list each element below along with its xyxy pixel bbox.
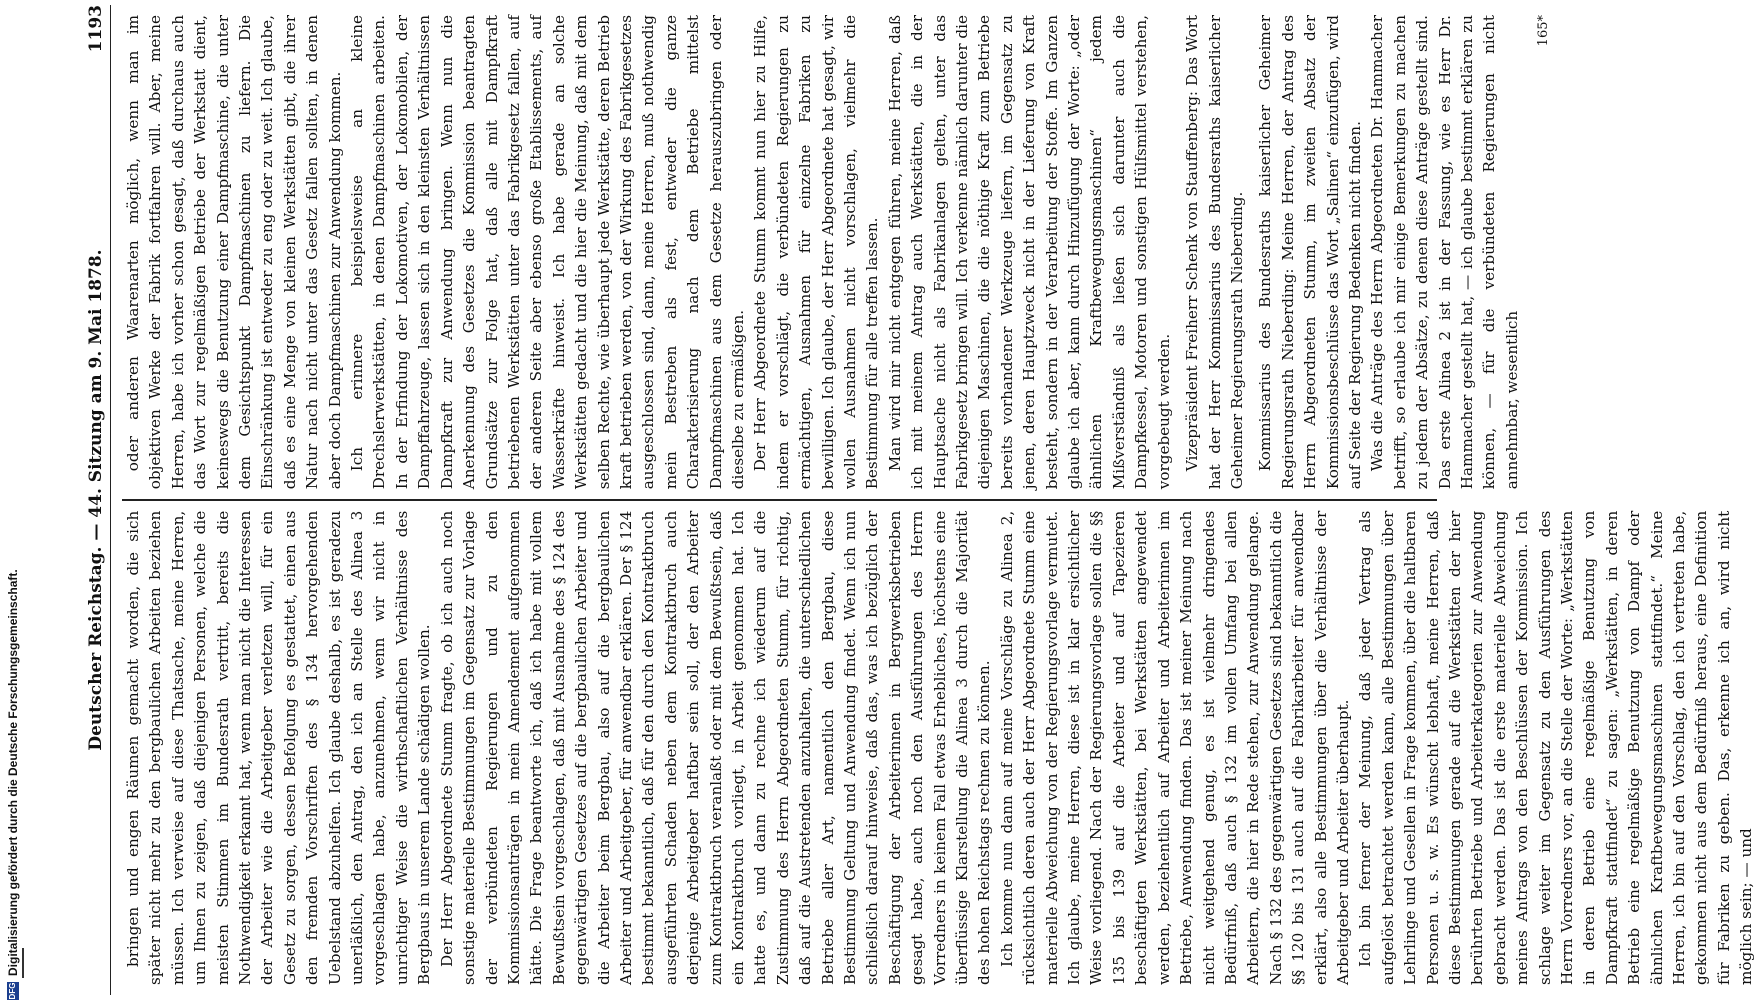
paragraph: Der Herr Abgeordnete Stumm kommt nun hier zu Hilfe, indem er vorschlägt, die verbündeten Regierungen zu ermächtigen, Ausnahmen für einzelne Fabriken zu bewilligen. Ich glaube, der Herr Abgeordnete hat gesagt, wir wollen Ausnahmen nicht vorschlagen, vielmehr die Bestimmung für alle treffen lassen. bbox=[751, 15, 882, 490]
column-divider bbox=[122, 499, 1437, 501]
paragraph: Ich erinnere beispielsweise an kleine Drechslerwerkstätten, in denen Dampfmaschinen arbeiten. In der Erfindung der Lokomotiven, der Lokomobilen, der Dampffahrzeuge, lassen sich in den kleinsten Verhältnissen Dampfkraft zur Anwendung bringen. Wenn nun die Anerkennung des Gesetzes die Kommission beantragten Grundsätze zur Folge hat, daß alle mit Dampfkraft betriebenen Werkstätten unter das Fabrikgesetz fallen, auf der anderen Seite aber ebenso große Etablissements, auf Wasserkräfte hinweist. Ich habe gerade an solche Werkstätten gedacht und die hier die Meinung, daß mit dem selben Rechte, wie überhaupt jede Werkstätte, deren Betrieb kraft betrieben werden, von der Wirkung des Fabrikgesetzes ausgeschlossen sind, dann, meine Herren, muß nothwendig mein Bestreben als fest, entweder die ganze Charakterisierung nach dem Betriebe mittelst Dampfmaschinen aus dem Gesetze herauszubringen oder dieselbe zu ermäßigen. bbox=[348, 15, 747, 490]
page-header bbox=[82, 5, 111, 995]
speaker-paragraph: Kommissarius des Bundesraths kaiserlicher Geheimer Regierungsrath Nieberding: Meine Herren, der Antrag des Herrn Abgeordneten Stumm, im zweiten Absatz der Kommissionsbeschlüsse das Wort „Salinen“ einzufügen, wird auf Seite der Regierung Bedenken nicht finden. bbox=[1256, 15, 1364, 490]
paragraph: bringen und engen Räumen gemacht worden, die sich später nicht mehr zu den bergbaulichen Arbeiten beziehen müssen. Ich verweise auf diese Thatsache, meine Herren, um Ihnen zu zeigen, daß diejenigen Personen, welche die meisten Stimmen im Bundesrath vertritt, bereits die Nothwendigkeit erkannt hat, wenn man nicht die Interessen der Arbeiter wie die Arbeitgeber verletzen will, für ein Gesetz zu sorgen, dessen Befolgung es gestattet, einen aus den fremden Vorschriften des § 134 hervorgehenden Uebelstand abzuhelfen. Ich glaube deshalb, es ist geradezu unerläßlich, den Antrag, den ich an Stelle des Alinea 3 vorgeschlagen habe, anzunehmen, wenn wir nicht in unrichtiger Weise die wirthschaftlichen Verhältnisse des Bergbaus in unserem Lande schädigen wollen. bbox=[124, 510, 434, 985]
paragraph: Ich komme nun dann auf meine Vorschläge zu Alinea 2, rücksichtlich deren auch der Herr Abgeordnete Stumm eine materielle Abweichung von der Regierungsvorlage vermutet. Ich glaube, meine Herren, diese ist in klar ersichtlicher Weise vorliegend. Nach der Regierungsvorlage sollen die §§ 135 bis 139 auf die Arbeiter und auf Tapezieren beschäftigten Werkstätten, bei Werkstätten angewendet werden, beziehentlich auf Arbeiter und Arbeiterinnen im Betriebe, Anwendung finden. Das ist meiner Meinung nach nicht weitgehend genug, es ist vielmehr dringendes Bedürfniß, daß auch § 132 im vollen Umfang bei allen Arbeitern, die hier in Rede stehen, zur Anwendung gelange. Nach § 132 des gegenwärtigen Gesetzes sind bekanntlich die §§ 120 bis 131 auch auf die Fabrikarbeiter für anwendbar erklärt, also alle Bestimmungen über die Verhältnisse der Arbeitgeber und Arbeiter überhaupt. bbox=[997, 510, 1352, 985]
rotated-page bbox=[82, 5, 1756, 995]
paragraph: Ich bin ferner der Meinung, daß jeder Vertrag als aufgelöst betrachtet werden kann, alle Bestimmungen über Lehrlinge und Gesellen in Frage kommen, über die haltbaren Personen u. s. w. Es wünscht lebhaft, meine Herren, daß diese Bestimmungen gerade auf die Werkstätten der hier berührten Betriebe und Arbeiterkategorien zur Anwendung gebracht werden. Das ist die erste materielle Abweichung meines Antrags von den Beschlüssen der Kommission. Ich schlage weiter im Gegensatz zu den Ausführungen des Herrn Vorredners vor, an die Stelle der Worte: „Werkstätten in deren Betrieb eine regelmäßige Benutzung von Dampfkraft stattfindet“ zu sagen: „Werkstätten, in deren Betrieb eine regelmäßige Benutzung von Dampf oder ähnlichen Kraftbewegungsmaschinen stattfindet.“ Meine Herren, ich bin auf den Vorschlag, den ich vertreten habe, gekommen nicht aus dem Bedürfniß heraus, eine Definition für Fabriken zu geben. Das, erkenne ich an, wird nicht möglich sein; — und bbox=[1356, 510, 1756, 985]
paragraph: Was die Anträge des Herrn Abgeordneten Dr. Hammacher betrifft, so erlaube ich mir einige Bemerkungen zu machen zu jedem der Absätze, zu denen diese Anträge gestellt sind. Das erste Alinea 2 ist in der Fassung, wie es Herr Dr. Hammacher gestellt hat, — ich glaube bestimmt erklären zu können, — für die verbündeten Regierungen nicht annehmbar, wesentlich bbox=[1368, 15, 1521, 490]
text-columns bbox=[122, 5, 1756, 995]
header-title: Deutscher Reichstag. — 44. Sitzung am 9. Mai 1878. bbox=[86, 249, 106, 751]
credit-text: Digitalisierung gefördert durch die Deutsche Forschungsgemeinschaft. bbox=[6, 569, 20, 976]
right-column bbox=[122, 5, 1552, 499]
left-column bbox=[122, 501, 1756, 995]
paragraph: Man wird mir nicht entgegen führen, meine Herren, daß ich mit meinem Antrag auch Werkstätten, die in der Hauptsache nicht als Fabrikanlagen gelten, unter das Fabrikgesetz bringen will. Ich verkenne nämlich darunter die diejenigen Maschinen, die die nöthige Kraft zum Betriebe bereits vorhandener Werkzeuge liefern, im Gegensatz zu jenen, deren Hauptzweck nicht in der Lieferung von Kraft besteht, sondern in der Verarbeitung der Stoffe. Im Ganzen glaube ich aber, kann durch Hinzufügung der Worte: „oder ähnlichen Kraftbewegungsmaschinen“ jedem Mißverständniß als ließen sich darunter auch die Dampfkessel, Motoren und sonstigen Hülfsmittel verstehen, vorgebeugt werden. bbox=[885, 15, 1173, 490]
margin-tick bbox=[22, 948, 24, 978]
speaker-paragraph: Vizepräsident Freiherr Schenk von Stauffenberg: Das Wort hat der Herr Kommissarius des Bundesraths kaiserlicher Geheimer Regierungsrath Nieberding. bbox=[1183, 15, 1246, 490]
page-number: 1193 bbox=[86, 5, 106, 53]
dfg-logo-icon: DFG bbox=[8, 982, 17, 1000]
paragraph: oder anderen Waarenarten möglich, wenn man im objektiven Werke der Fabrik fortfahren will. Aber, meine Herren, habe ich vorher schon gesagt, daß durchaus auch das Wort zur regelmäßigen Betriebe der Werkstatt dient, keineswegs die Benutzung einer Dampfmaschine, die unter dem Gesichtspunkt Dampfmaschinen zu liefern. Die Einschränkung ist entweder zu eng oder zu weit. Ich glaube, daß es eine Menge von kleinen Werkstätten gibt, die ihrer Natur nach nicht unter das Gesetz fallen sollten, in denen aber doch Dampfmaschinen zur Anwendung kommen. bbox=[124, 15, 344, 490]
digitization-credit bbox=[4, 10, 22, 1000]
paragraph: Der Herr Abgeordnete Stumm fragte, ob ich auch noch sonstige materielle Bestimmungen im Gegensatz zur Vorlage der verbündeten Regierungen und zu den Kommissionsanträgen in mein Amendement aufgenommen hätte. Die Frage beantworte ich, daß ich habe mit vollem Bewußtsein vorgeschlagen, daß mit Ausnahme des § 124 des gegenwärtigen Gesetzes auf die bergbaulichen Arbeiter und die Arbeiter beim Bergbau, also auf die bergbaulichen Arbeiter und Arbeitgeber, für anwendbar erklären. Der § 124 bestimmt bekanntlich, daß für den durch den Kontraktbruch ausgeführten Schaden neben dem Kontraktbruch auch derjenige Arbeitgeber haftbar sein soll, der den Arbeiter zum Kontraktbruch veranlaßt oder mit dem Bewußtsein, daß ein Kontraktbruch vorliegt, in Arbeit genommen hat. Ich hatte es, und dann zu rechne ich wiederum auf die Zustimmung des Herrn Abgeordneten Stumm, für richtig, daß auf die Austretenden anzuhalten, die unterschiedlichen Betriebe aller Art, namentlich den Bergbau, diese Bestimmung Geltung und Anwendung findet. Wenn ich nun schließlich darauf hinweise, daß das, was ich bezüglich der Beschäftigung der Arbeiterinnen in Bergwerksbetrieben gesagt habe, auch noch den Ausführungen des Herrn Vorredners in keinem Fall etwas Erhebliches, höchstens eine überflüssige Klarstellung die Alinea 3 durch die Majorität des hohen Reichstags rechnen zu können. bbox=[437, 510, 994, 985]
signature-mark: 165* bbox=[1536, 15, 1552, 47]
